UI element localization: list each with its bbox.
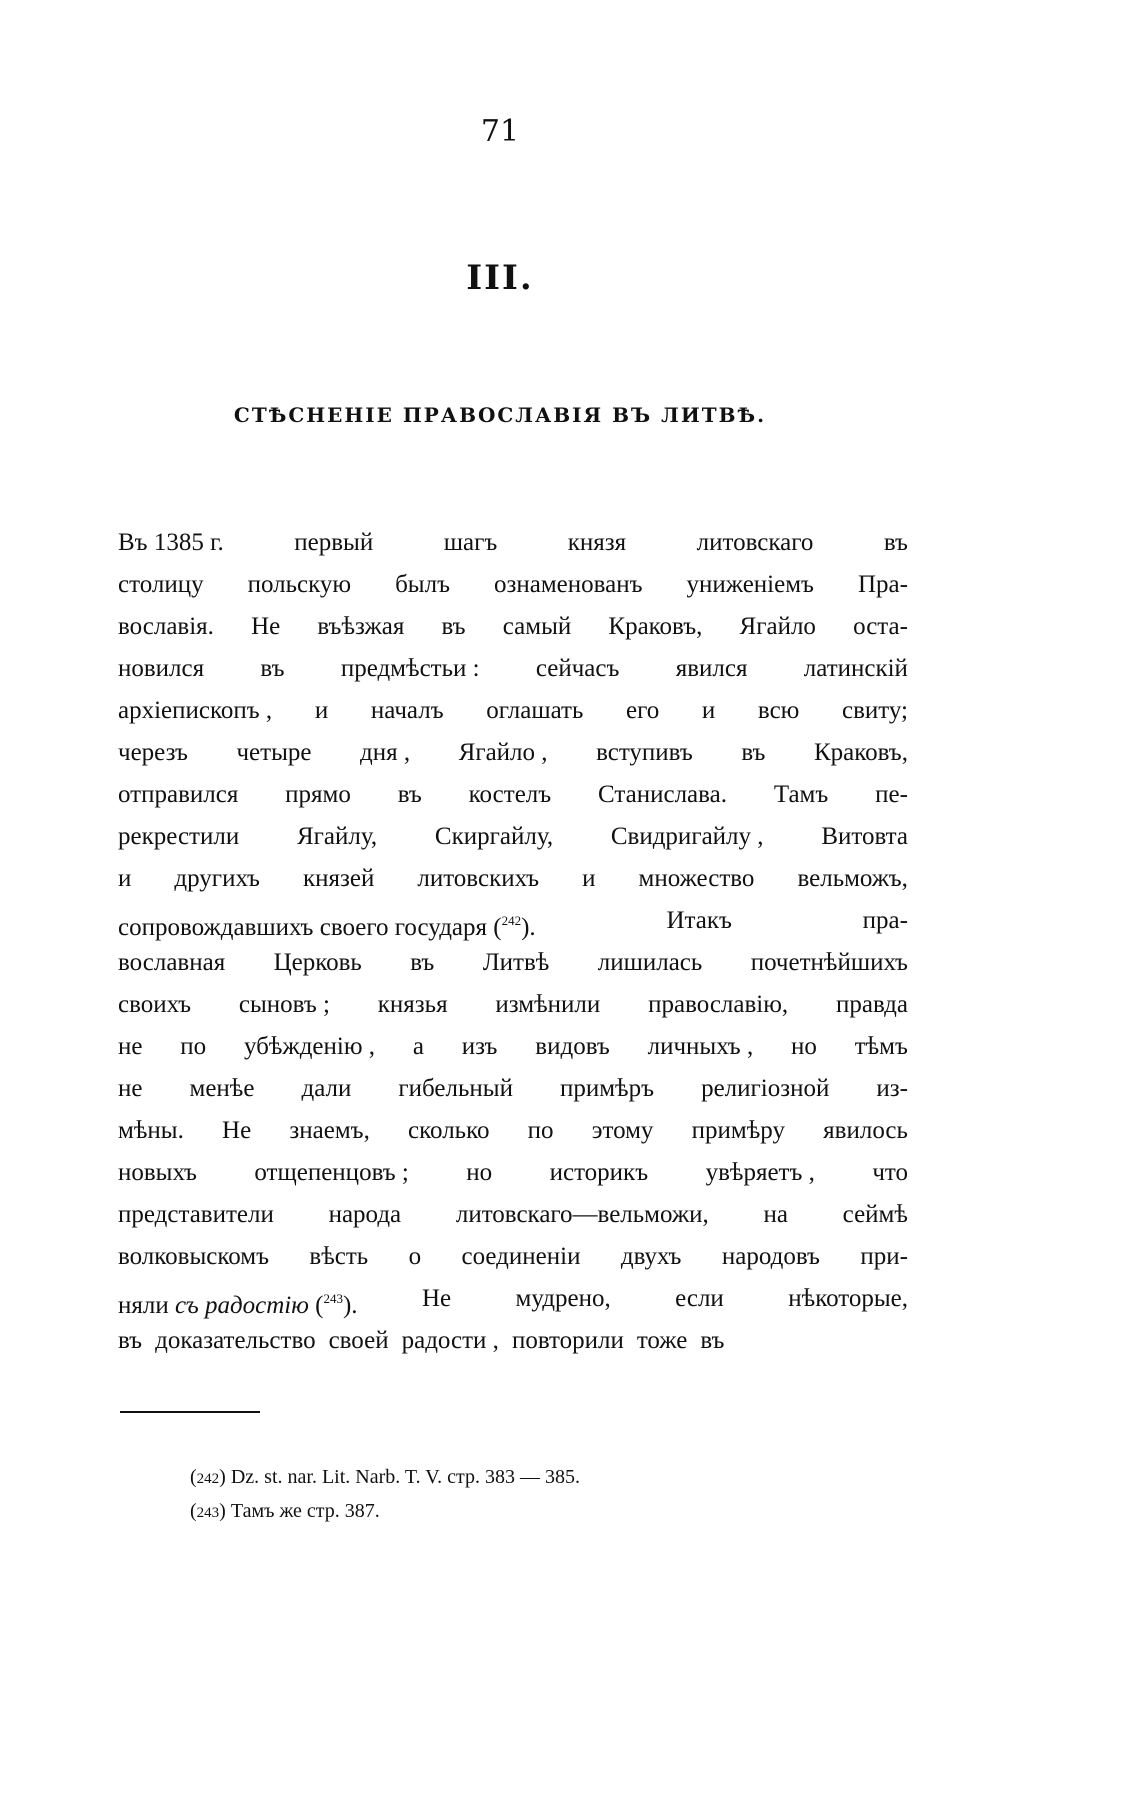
word: Краковъ, [813,739,908,766]
text-line [118,1278,908,1320]
word: а [412,1033,424,1060]
footnote-number: 243 [196,1505,220,1521]
word: тѣмъ [854,1033,908,1060]
word: увѣряетъ , [705,1159,815,1186]
body-text [118,522,908,1362]
word: о [408,1243,422,1270]
footnote-number: 242 [196,1471,220,1487]
word: Въ 1385 г. [118,529,224,556]
word: униженіемъ [686,571,814,598]
word: но [791,1033,817,1060]
word: предмѣстьи : [340,655,480,682]
word: черезъ [118,739,188,766]
word: по [180,1033,207,1060]
word: знаемъ, [289,1117,370,1144]
word: другихъ [174,865,260,892]
word: и [582,865,596,892]
word: не [118,1033,143,1060]
word: прямо [285,781,351,808]
word: оглашать [486,697,584,724]
word: представители [118,1201,274,1228]
word: четыре [236,739,312,766]
word: вѣсть [309,1243,369,1270]
word: Пра- [857,571,908,598]
word: доказательство [155,1327,316,1354]
text-line [118,564,908,606]
word: примѣру [691,1117,785,1144]
word: вельможъ, [797,865,908,892]
word: своей [328,1327,389,1354]
word: литовскаго—вельможи, [455,1201,709,1228]
word: явился [675,655,748,682]
word: Свидригайлу , [610,823,764,850]
word: оста- [853,613,908,640]
text-line [118,1236,908,1278]
footnote-ref: 242 [501,913,522,928]
word: личныхъ , [647,1033,754,1060]
word: въ [410,949,435,976]
word: пра- [862,907,908,934]
word: новыхъ [118,1159,197,1186]
word: по [527,1117,554,1144]
word: что [872,1159,908,1186]
word: въѣзжая [317,613,405,640]
word: рекрестили [118,823,240,850]
word: архіепископъ , [118,697,273,724]
word: князя [567,529,627,556]
word: Тамъ [773,781,829,808]
word: князья [377,991,448,1018]
word: сколько [408,1117,490,1144]
word: изъ [461,1033,498,1060]
word: мудрено, [515,1285,611,1312]
word: Не [222,1117,252,1144]
word: Итакъ [666,907,732,934]
word: Краковъ, [608,613,703,640]
word: множество [638,865,755,892]
text-span [118,1278,358,1320]
word: из- [876,1075,908,1102]
word: при- [860,1243,908,1270]
text-span [118,900,536,942]
word: польскую [247,571,352,598]
word: если [675,1285,724,1312]
word: литовскихъ [417,865,540,892]
word: но [466,1159,493,1186]
text-line [118,774,908,816]
word: двухъ [620,1243,682,1270]
chapter-title: СТѢСНЕНІЕ ПРАВОСЛАВІЯ ВЪ ЛИТВѢ. [233,403,767,427]
text-line [118,1152,908,1194]
word: дня , [360,739,411,766]
word: отщепенцовъ ; [254,1159,409,1186]
text-line [118,606,908,648]
word: Ягайлу, [297,823,378,850]
word: Скиргайлу, [434,823,554,850]
word: этому [591,1117,654,1144]
word: въ [441,613,466,640]
word: столицу [118,571,204,598]
word: костелъ [468,781,552,808]
word: своихъ [118,991,192,1018]
word: князей [302,865,375,892]
text-span: ). [521,914,536,941]
word: Станислава. [598,781,727,808]
word: почетнѣйшихъ [750,949,908,976]
word: его [626,697,660,724]
word: латинскій [803,655,908,682]
word: няли [118,1292,169,1319]
word: въ [118,1327,143,1354]
footnote-rule [120,1411,260,1413]
word: лишилась [597,949,703,976]
word: дали [301,1075,352,1102]
word: всю [757,697,800,724]
word: историкъ [549,1159,649,1186]
chapter-numeral: III. [466,258,534,298]
word: и [118,865,132,892]
word: новился [118,655,205,682]
word: видовъ [535,1033,610,1060]
word: народовъ [721,1243,820,1270]
word: въ [883,529,908,556]
text-line [118,900,908,942]
text-line [118,1068,908,1110]
footnote-text: Тамъ же стр. 387. [230,1500,380,1522]
word: радости , [401,1327,499,1354]
text-line [118,648,908,690]
word: былъ [395,571,450,598]
word: свиту; [842,697,908,724]
word: правда [835,991,908,1018]
word: Ягайло , [458,739,548,766]
word: не [118,1075,143,1102]
word: соединеніи [461,1243,581,1270]
word: православію, [648,991,789,1018]
word: вступивъ [596,739,693,766]
text-line [118,1320,908,1362]
word: сейчасъ [535,655,620,682]
text-span: ( [308,1292,324,1319]
word: сыновъ ; [238,991,330,1018]
footnote: (242) Dz. st. nar. Lit. Narb. T. V. стр. 383 — 385. [190,1466,580,1488]
page-number: 71 [480,114,520,149]
word: нѣкоторые, [788,1285,908,1312]
word: убѣжденію , [243,1033,376,1060]
word: въ [260,655,285,682]
word: тоже [636,1327,688,1354]
text-line [118,522,908,564]
word: Витовта [821,823,908,850]
word: гибельный [398,1075,513,1102]
text-line [118,858,908,900]
word: пе- [875,781,908,808]
text-line [118,690,908,732]
word: волковыскомъ [118,1243,270,1270]
footnote: (243) Тамъ же стр. 387. [190,1500,380,1522]
word: Церковь [273,949,362,976]
word: вославія. [118,613,214,640]
footnote-ref: 243 [323,1291,343,1306]
text-span: ). [342,1292,358,1319]
word: религіозной [701,1075,830,1102]
word: ознаменованъ [493,571,643,598]
text-line [118,732,908,774]
word: и [701,697,716,724]
word: народа [328,1201,402,1228]
text-span: сопровождавшихъ своего государя ( [118,914,502,941]
word: явилось [823,1117,908,1144]
word: Литвѣ [482,949,550,976]
word: на [763,1201,788,1228]
word: началъ [370,697,444,724]
word: Не [421,1285,452,1312]
word: примѣръ [559,1075,655,1102]
word: сеймѣ [842,1201,908,1228]
text-line [118,1194,908,1236]
word: менѣе [189,1075,255,1102]
word: Ягайло [739,613,816,640]
text-line [118,816,908,858]
word: отправился [118,781,239,808]
text-line [118,942,908,984]
text-line [118,984,908,1026]
word: въ [397,781,422,808]
word: первый [294,529,374,556]
word: въ [741,739,766,766]
footnotes [190,1460,580,1528]
word: измѣнили [495,991,601,1018]
word: самый [502,613,572,640]
word: Не [251,613,281,640]
word: повторили [511,1327,624,1354]
italic-phrase: съ радостію [174,1292,309,1319]
word: литовскаго [696,529,814,556]
word: въ [700,1327,725,1354]
text-line [118,1026,908,1068]
footnote-text: Dz. st. nar. Lit. Narb. T. V. стр. 383 — 385. [230,1466,580,1488]
text-line [118,1110,908,1152]
word: шагъ [443,529,498,556]
word: вославная [118,949,226,976]
word: мѣны. [118,1117,184,1144]
word: и [314,697,329,724]
